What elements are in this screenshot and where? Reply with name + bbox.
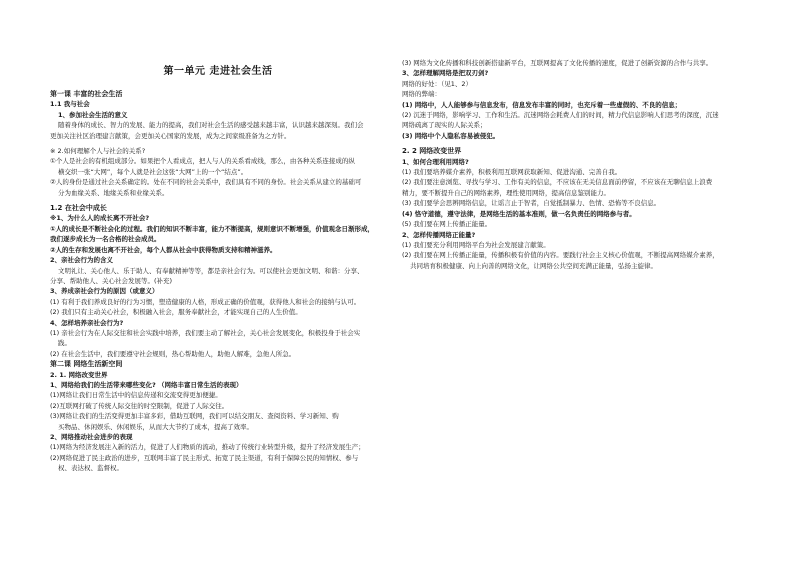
text-line: 践。 (58, 339, 71, 348)
section-heading: 1.2 在社会中成长 (50, 204, 107, 213)
section-heading: 第二课 网络生活新空间 (50, 360, 123, 369)
text-line: ※1、为什么人的成长离不开社会? (50, 214, 150, 223)
text-line: (1)网络让我们日常生活中的信息传递和交流变得更加便捷。 (50, 391, 222, 400)
text-line: ①个人是社会的有机组成部分。如果把个人看成点，把人与人的关系看成线，那么，由各种关系连接成的纵 (50, 157, 355, 166)
text-line: (3) 网络中个人隐私容易被侵犯。 (402, 131, 500, 140)
page-title: 第一单元 走进社会生活 (163, 66, 273, 77)
text-line: (4) 恪守道德，遵守法律，是网络生活的基本准则，做一名负责任的网络参与者。 (402, 209, 636, 218)
text-line: 3、怎样理解网络是把双刃剑? (402, 69, 489, 78)
text-line: 1、参加社会生活的意义 (58, 110, 128, 119)
text-line: 1、网络给我们的生活带来哪些变化? （网络丰富日常生活的表现） (50, 380, 243, 389)
text-line: (1) 网络中，人人能够参与信息发布，信息发布丰富的同时，也充斥着一些虚假的、不良的信息； (402, 100, 682, 109)
text-line: (3) 我们要学会思辨网络信息，让谣言止于智者，自觉抵制暴力、色情、恐怖等不良信息。 (402, 199, 661, 208)
text-line: 2、网络推动社会进步的表现 (50, 433, 133, 441)
text-line: (2) 在社会生活中，我们要遵守社会规则，热心帮助他人，助他人解难，急他人所急。 (50, 349, 296, 358)
text-line: 买物品、休闲娱乐、休闲娱乐，从而大大节约了成本，提高了效率。 (58, 422, 253, 431)
text-line: ①人的成长是不断社会化的过程。我们的知识不断丰富，能力不断提高，规则意识不断增强，价值观念日渐形成， (50, 224, 375, 233)
text-line: (1) 亲社会行为在人际交往和社会实践中培养，我们要主动了解社会，关心社会发展变化，积极投身于社会实 (50, 328, 361, 337)
text-line: 分为血缘关系、地缘关系和业缘关系。 (58, 188, 169, 197)
section-heading: 1.1 我与社会 (50, 100, 90, 109)
text-line: (2)网络促进了民主政治的进步，互联网丰富了民主形式、拓宽了民主渠道，有利于保障公民的知情权、参与 (50, 453, 359, 462)
text-line: (2)互联网打破了传统人际交往的时空限制，促进了人际交往。 (50, 401, 229, 410)
text-line: (1) 我们要培养媒介素养，积极利用互联网获取新知、促进沟通、完善自我。 (402, 168, 622, 177)
text-line: ②人的身份是通过社会关系确定的。处在不同的社会关系中，我们具有不同的身份。社会关系从建立的基础可 (50, 178, 362, 187)
text-line: (2) 我们要在网上传播正能量，传播积极有价值的内容。要践行社会主义核心价值观，不断提高网络媒介素养， (402, 251, 719, 260)
text-line: 网络的弊端： (402, 90, 441, 99)
text-line: 权、表达权、监督权。 (58, 464, 123, 473)
text-line: (2) 沉迷于网络，影响学习、工作和生活。沉迷网络会耗费人们的时间，精力代信息影响人们思考的深度，沉迷 (402, 111, 719, 120)
text-line: ※ 2.如何理解个人与社会的关系? (50, 147, 146, 156)
text-line: 分享、帮助他人、关心社会发展等。(补充) (50, 276, 173, 285)
text-line: ②人的生存和发展也离不开社会，每个人都从社会中获得物质支持和精神滋养。 (50, 245, 277, 254)
text-line: 网络的好处：（见1、2） (402, 79, 473, 88)
right-column (402, 58, 748, 271)
text-line: (1)网络为经济发展注入新的活力，促进了人们物质的流动，推动了传统行业转型升级，提升了经济发展生产； (50, 443, 365, 452)
text-line: 横交织一张“大网”，每个人就是社会这张“大网”上的一个“结点”。 (58, 167, 248, 176)
text-line: 2、怎样传播网络正能量? (402, 230, 476, 239)
text-line: (2) 我们只有主动关心社会，积极融入社会，服务奉献社会，才能实现自己的人生价值。 (50, 308, 302, 317)
text-line: 随着身体的成长、智力的发展、能力的提高，我们对社会生活的感受越来越丰富，认识越来越深刻。我们会 (58, 121, 364, 130)
text-line: 文明礼让、关心他人、乐于助人、有奉献精神等等，都是亲社会行为。可以使社会更加文明、和谐：分享、 (58, 266, 364, 275)
text-line: 4、怎样培养亲社会行为? (50, 318, 124, 327)
text-line: (5) 我们要在网上传播正能量。 (402, 220, 492, 229)
text-line: 共同培育积极健康、向上向善的网络文化，让网络公共空间充满正能量，弘扬主旋律。 (410, 261, 657, 270)
section-heading: 2. 2 网络改变世界 (402, 147, 462, 156)
text-line: 更加关注社区治理建言献策，会更加关心国家的发展，成为之间家级准备为之方针。 (50, 131, 291, 140)
text-line: 1、如何合理利用网络? (402, 157, 469, 166)
text-line: 我们逐步成长为一名合格的社会成员。 (50, 235, 161, 244)
text-line: 网络疏离了现实的人际关系； (402, 121, 487, 130)
text-line: (1) 有利于我们养成良好的行为习惯，塑造健康的人格，形成正确的价值观，获得他人和社会的接纳与认可。 (50, 297, 361, 306)
text-line: (1) 我们要充分利用网络平台为社会发展建言献策。 (402, 240, 550, 249)
text-line: 精力，要不断提升自己的网络素养，理性使用网络，提高信息鉴别能力。 (402, 188, 610, 197)
section-heading: 第一课 丰富的社会生活 (50, 90, 123, 98)
left-column (50, 89, 386, 474)
text-line: (3)网络让我们的生活变得更加丰富多彩，借助互联网，我们可以结交朋友、查阅资料、学习新知、购 (50, 412, 339, 421)
text-line: (2) 我们要注意浏览、寻找与学习、工作有关的信息，不应该在无关信息面前停留，不应该在无聊信息上浪费 (402, 178, 713, 187)
text-line: 2、亲社会行为的含义 (50, 256, 114, 265)
text-line: (3) 网络为文化传播和科技创新搭建新平台，互联网提高了文化传播的速度，促进了创新资源的合作与共享。 (402, 59, 713, 67)
section-heading: 2. 1. 网络改变世界 (50, 370, 108, 379)
text-line: 3、养成亲社会行为的原因（或意义） (50, 287, 159, 296)
